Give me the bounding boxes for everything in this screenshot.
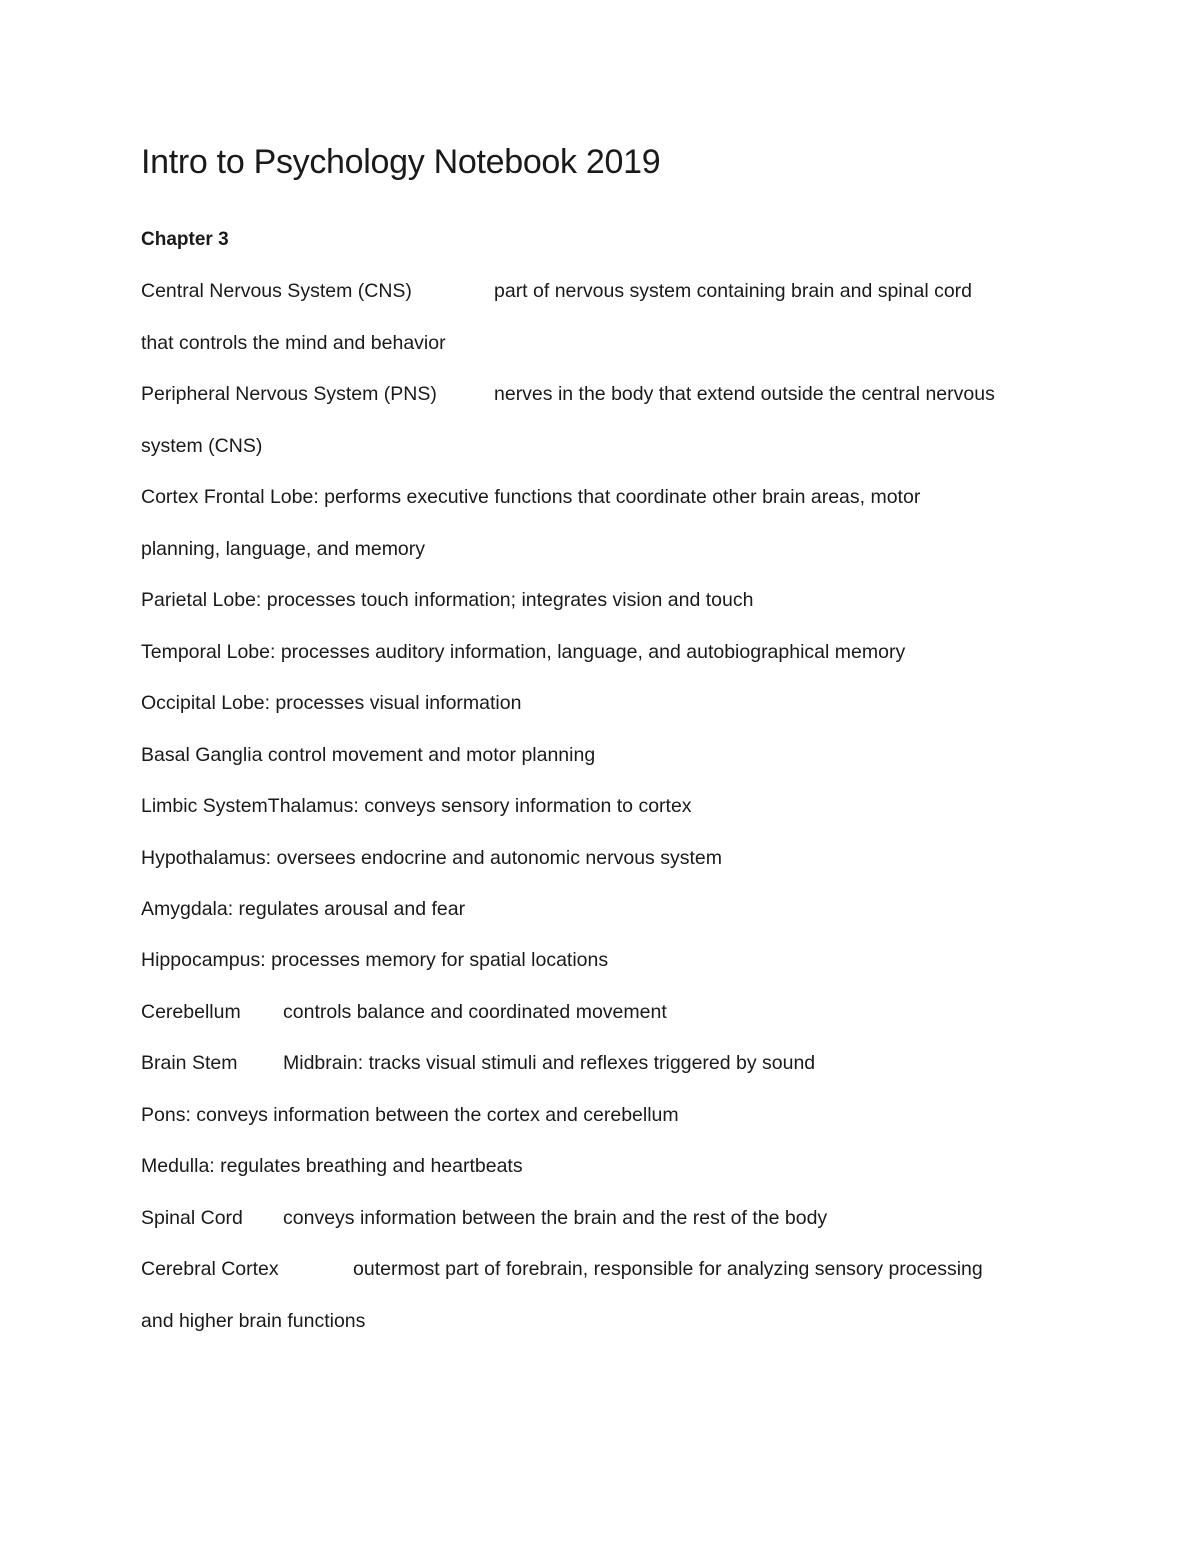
entry-line: Occipital Lobe: processes visual information [141,692,522,714]
entry-brain-stem [141,1050,237,1076]
entry-cerebral-cortex-definition: outermost part of forebrain, responsible for analyzing sensory processing [353,1258,983,1280]
entry-line: Amygdala: regulates arousal and fear [141,898,466,920]
entry-line: that controls the mind and behavior [141,332,446,354]
entry-line: Cortex Frontal Lobe: performs executive functions that coordinate other brain areas, motor [141,486,921,508]
entry-spinal-cord [141,1205,243,1231]
entry-term: Brain Stem [141,1052,238,1074]
entry-line: Pons: conveys information between the cortex and cerebellum [141,1104,679,1126]
entry-term: Cerebral Cortex [141,1258,279,1280]
chapter-heading: Chapter 3 [141,229,229,250]
document-title: Intro to Psychology Notebook 2019 [141,143,661,181]
entry-line: Hypothalamus: oversees endocrine and autonomic nervous system [141,847,722,869]
entry-term: Cerebellum [141,1001,241,1023]
entry-pns [141,381,437,407]
entry-cerebellum-definition: controls balance and coordinated movement [283,1001,667,1023]
entry-line: Medulla: regulates breathing and heartbeats [141,1155,523,1177]
entry-cerebellum [141,999,241,1025]
entry-cerebral-cortex [141,1256,279,1282]
entry-term: Spinal Cord [141,1207,243,1229]
entry-line: Hippocampus: processes memory for spatial locations [141,949,609,971]
entry-line: Limbic SystemThalamus: conveys sensory information to cortex [141,795,692,817]
entry-line: Parietal Lobe: processes touch information; integrates vision and touch [141,589,754,611]
entry-spinal-cord-definition: conveys information between the brain and the rest of the body [283,1207,828,1229]
entry-line: and higher brain functions [141,1310,366,1332]
entry-brain-stem-definition: Midbrain: tracks visual stimuli and reflexes triggered by sound [283,1052,816,1074]
entry-cns [141,278,412,304]
entry-pns-definition: nerves in the body that extend outside the central nervous [494,383,995,405]
entry-term: Peripheral Nervous System (PNS) [141,383,437,405]
entry-line: system (CNS) [141,435,263,457]
entry-line: planning, language, and memory [141,538,426,560]
entry-cns-definition: part of nervous system containing brain and spinal cord [494,280,973,302]
entry-line: Temporal Lobe: processes auditory information, language, and autobiographical memory [141,641,906,663]
entry-term: Central Nervous System (CNS) [141,280,412,302]
entry-line: Basal Ganglia control movement and motor planning [141,744,596,766]
